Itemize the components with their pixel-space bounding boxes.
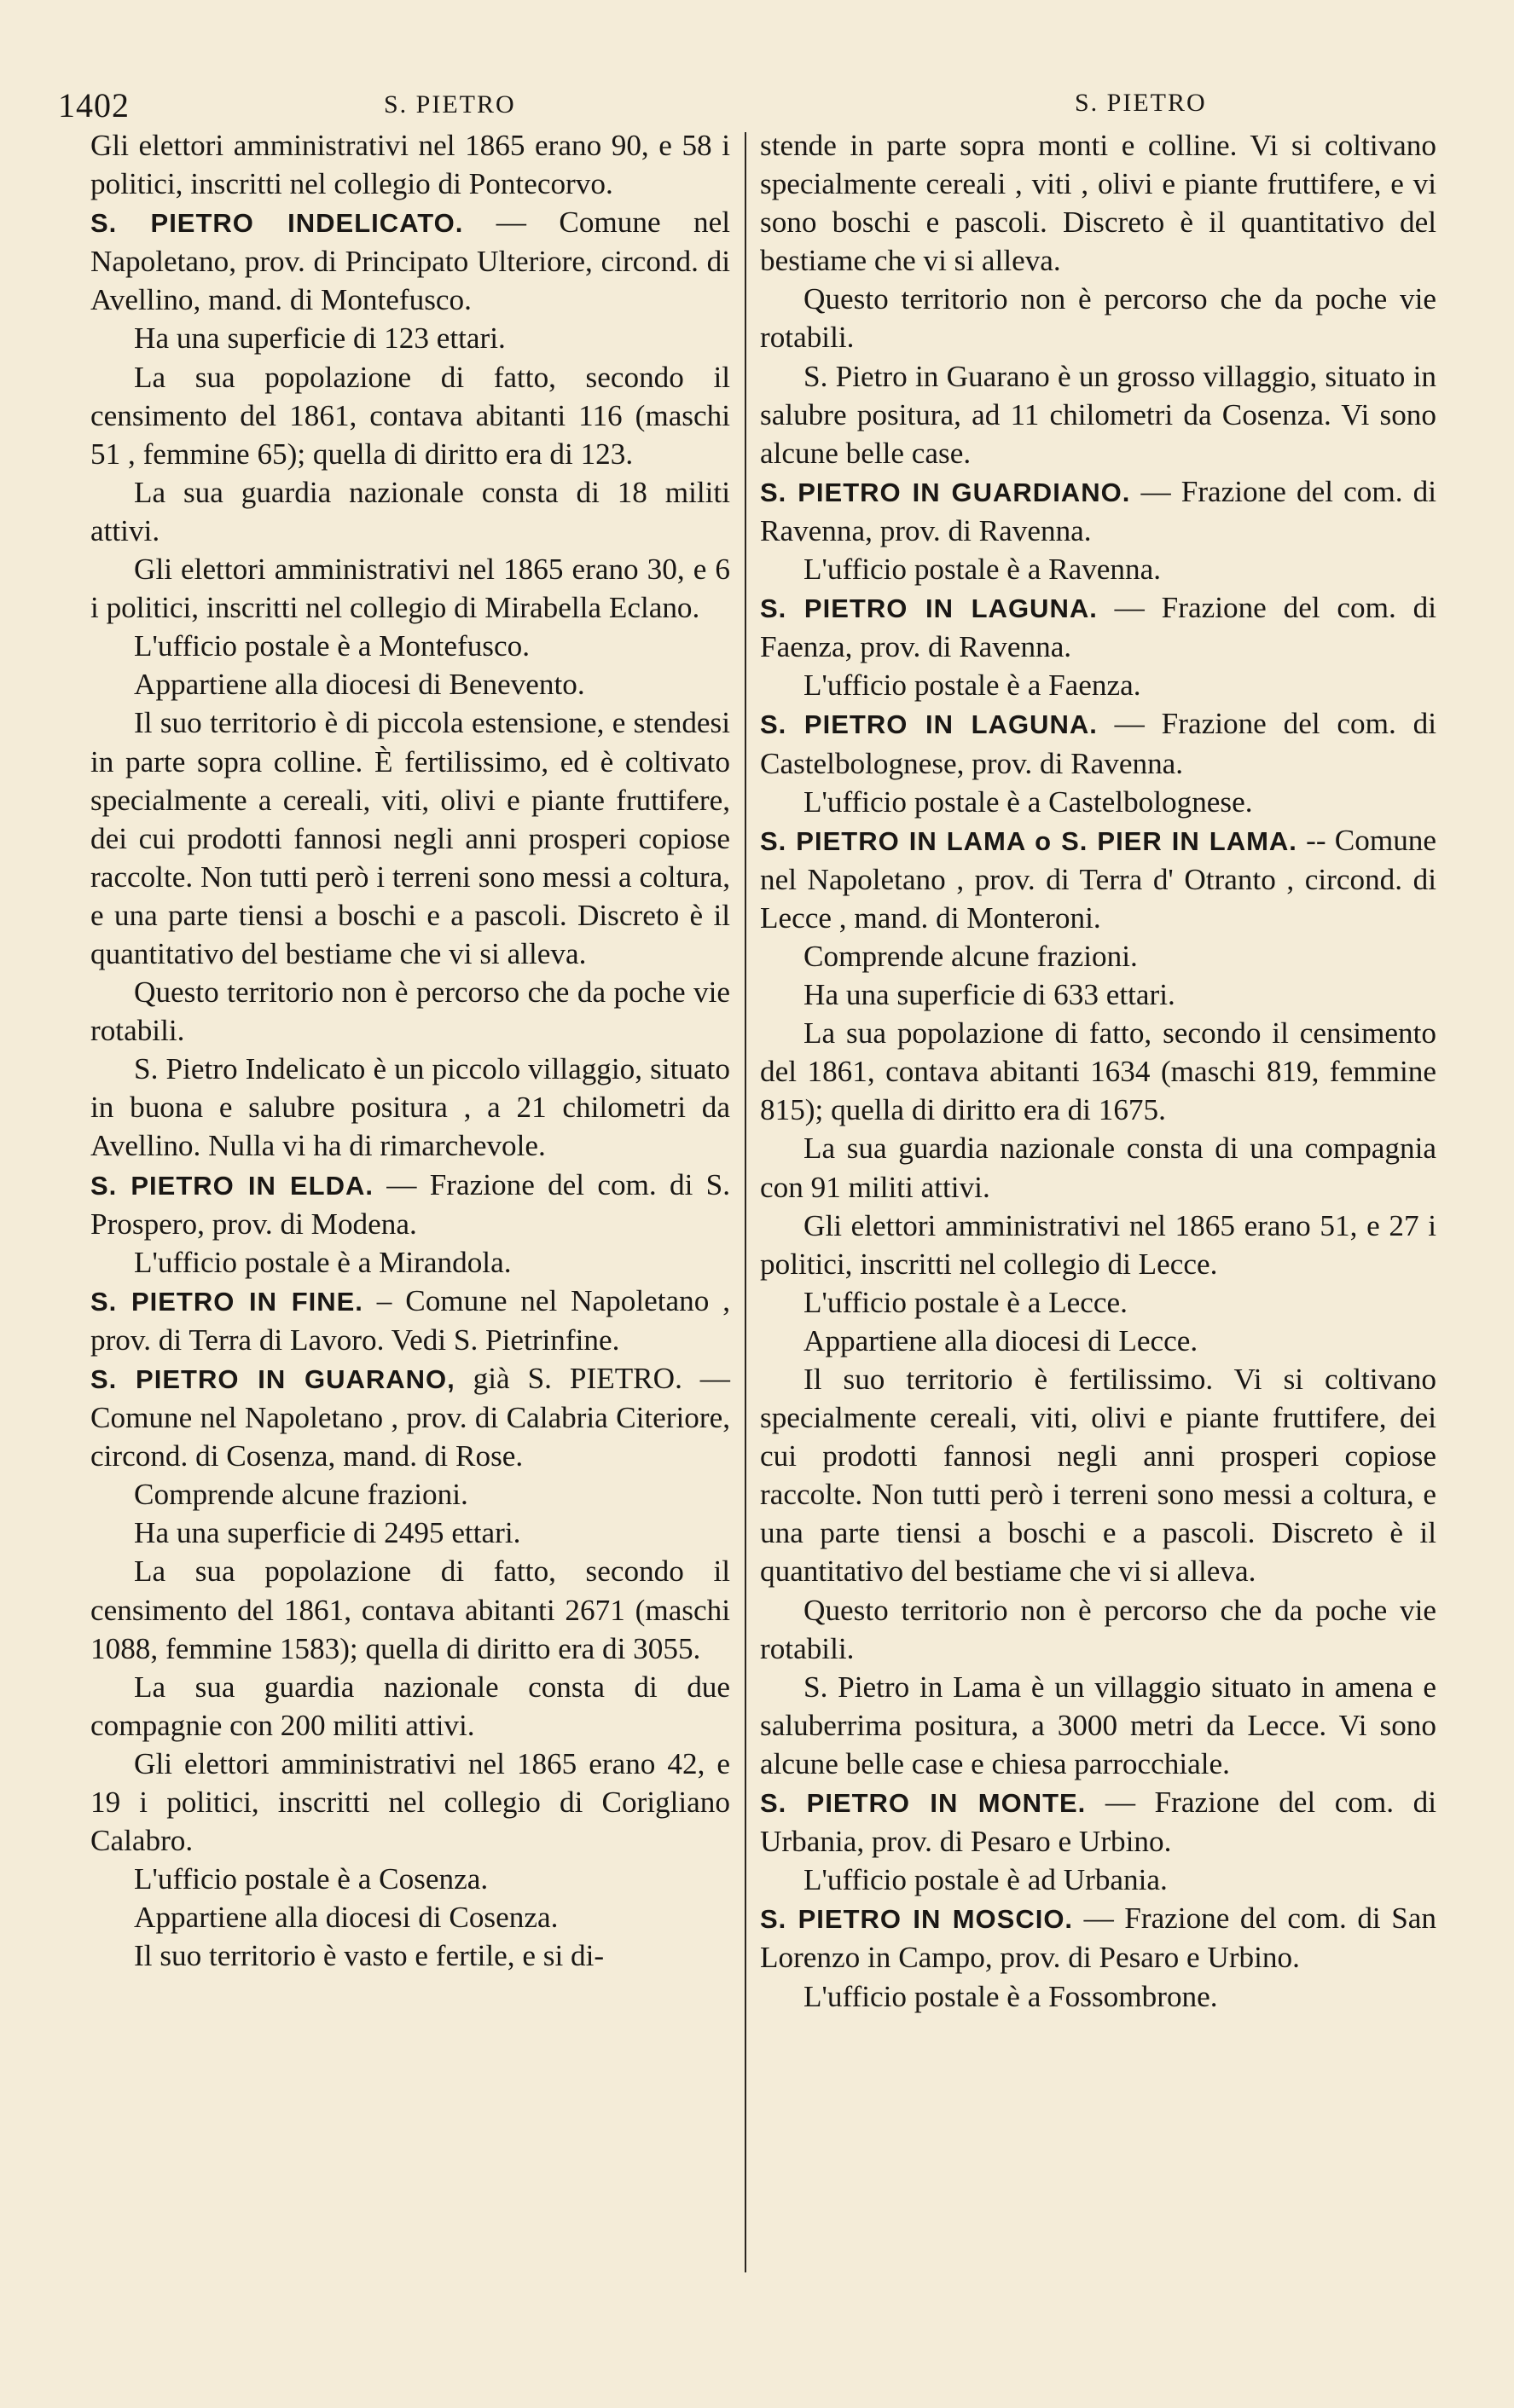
paragraph: Il suo territorio è vasto e fertile, e si di- (134, 1939, 605, 1973)
page-header (0, 85, 1514, 128)
gazetteer-entry (90, 1359, 730, 1475)
paragraph: Appartiene alla diocesi di Lecce. (803, 1323, 1198, 1357)
entry-text: – Comune nel Napoletano , prov. di Terra di Lavoro. Vedi S. Pietrinfine. (90, 1283, 730, 1357)
entry-heading: S. PIETRO INDELICATO. (90, 208, 464, 239)
paragraph: L'ufficio postale è a Montefusco. (134, 629, 530, 663)
entry-heading: S. PIETRO IN MOSCIO. (760, 1904, 1074, 1935)
paragraph: La sua guardia nazionale consta di una compagnia con 91 militi attivi. (760, 1132, 1436, 1204)
entry-text: — Frazione del com. di Castelbolognese, prov. di Ravenna. (760, 707, 1437, 780)
entry-text: — Frazione del com. di Urbania, prov. di Pesaro e Urbino. (760, 1786, 1436, 1859)
entry-heading: S. PIETRO IN FINE. (90, 1286, 363, 1317)
entry-heading: S. PIETRO IN ELDA. (90, 1170, 374, 1201)
paragraph: L'ufficio postale è a Fossombrone. (803, 1979, 1218, 2013)
entry-heading: S. PIETRO IN GUARANO, (90, 1364, 455, 1394)
paragraph: Questo territorio non è percorso che da poche vie rotabili. (90, 975, 730, 1048)
left-column (90, 126, 730, 2275)
gazetteer-entry (760, 704, 1436, 782)
entry-heading: S. PIETRO IN LAGUNA. (760, 709, 1098, 740)
entry-text: — Frazione del com. di San Lorenzo in Campo, prov. di Pesaro e Urbino. (760, 1902, 1436, 1975)
paragraph: L'ufficio postale è a Lecce. (803, 1285, 1128, 1319)
gazetteer-entry (760, 1783, 1436, 1861)
gazetteer-entry (90, 203, 730, 319)
gazetteer-entry (760, 588, 1436, 666)
paragraph: Il suo territorio è di piccola estensione, e stendesi in parte sopra colline. È fertilissimo, ed è coltivato specialmente a cereali, viti, olivi e piante fruttifere, dei cui prodotti fannosi negli anni prosperi copiose raccolte. Non tutti però i terreni sono messi a coltura, e una parte tiensi a boschi e a pascoli. Discreto è il quantitativo del bestiame che vi si alleva. (90, 706, 730, 970)
paragraph: Ha una superficie di 2495 ettari. (134, 1516, 521, 1550)
continued-paragraph: stende in parte sopra monti e colline. Vi si coltivano specialmente cereali , viti , olivi e piante fruttifere, e vi sono boschi e pascoli. Discreto è il quantitativo del bestiame che vi si alleva. (760, 129, 1436, 278)
entry-text: — Frazione del com. di Ravenna, prov. di Ravenna. (760, 474, 1436, 547)
entry-text: già S. PIETRO. — Comune nel Napoletano , prov. di Calabria Citeriore, circond. di Cosenza, mand. di Rose. (90, 1362, 730, 1473)
paragraph: Questo territorio non è percorso che da poche vie rotabili. (760, 282, 1436, 355)
paragraph: La sua guardia nazionale consta di due compagnie con 200 militi attivi. (90, 1670, 730, 1742)
paragraph: Gli elettori amministrativi nel 1865 erano 30, e 6 i politici, inscritti nel collegio di Mirabella Eclano. (90, 553, 730, 625)
paragraph: La sua popolazione di fatto, secondo il censimento del 1861, contava abitanti 1634 (maschi 819, femmine 815); quella di diritto era di 1675. (760, 1016, 1436, 1127)
paragraph: L'ufficio postale è a Cosenza. (134, 1862, 489, 1896)
paragraph: S. Pietro in Guarano è un grosso villaggio, situato in salubre positura, ad 11 chilometri da Cosenza. Vi sono alcune belle case. (760, 359, 1436, 470)
right-column (760, 126, 1436, 2275)
paragraph: Gli elettori amministrativi nel 1865 erano 51, e 27 i politici, inscritti nel collegio di Lecce. (760, 1208, 1436, 1281)
paragraph: La sua popolazione di fatto, secondo il censimento del 1861, contava abitanti 116 (maschi 51 , femmine 65); quella di diritto era di 123. (90, 360, 730, 471)
column-divider (745, 132, 746, 2272)
paragraph: Comprende alcune frazioni. (134, 1478, 468, 1512)
gazetteer-entry (90, 1166, 730, 1243)
paragraph: L'ufficio postale è a Ravenna. (803, 553, 1162, 587)
gazetteer-entry (760, 1899, 1436, 1977)
paragraph: Comprende alcune frazioni. (803, 939, 1138, 973)
entry-text: — Frazione del com. di S. Prospero, prov. di Modena. (90, 1167, 730, 1241)
entry-heading: S. PIETRO IN LAGUNA. (760, 593, 1098, 624)
continued-paragraph: Gli elettori amministrativi nel 1865 erano 90, e 58 i politici, inscritti nel collegio di Pontecorvo. (90, 129, 730, 201)
paragraph: L'ufficio postale è a Castelbolognese. (803, 784, 1253, 819)
running-title-right: S. PIETRO (1075, 89, 1207, 117)
paragraph: Ha una superficie di 123 ettari. (134, 321, 506, 356)
paragraph: L'ufficio postale è a Faenza. (803, 669, 1141, 703)
paragraph: Gli elettori amministrativi nel 1865 erano 42, e 19 i politici, inscritti nel collegio di Corigliano Calabro. (90, 1746, 730, 1858)
entry-text: -- Comune nel Napoletano , prov. di Terra d' Otranto , circond. di Lecce , mand. di Monteroni. (760, 823, 1436, 935)
paragraph: L'ufficio postale è ad Urbania. (803, 1863, 1168, 1897)
paragraph: La sua guardia nazionale consta di 18 militi attivi. (90, 475, 730, 547)
entry-heading: S. PIETRO IN GUARDIANO. (760, 477, 1131, 507)
entry-text: — Comune nel Napoletano, prov. di Principato Ulteriore, circond. di Avellino, mand. di Montefusco. (90, 205, 730, 317)
gazetteer-entry (760, 472, 1436, 550)
entry-heading: S. PIETRO IN LAMA o S. PIER IN LAMA. (760, 825, 1297, 856)
paragraph: L'ufficio postale è a Mirandola. (134, 1245, 512, 1279)
paragraph: Il suo territorio è fertilissimo. Vi si coltivano specialmente cereali, viti, olivi e piante fruttifere, dei cui prodotti fannosi negli anni prosperi copiose raccolte. Non tutti però i terreni sono messi a coltura, e una parte tiensi a boschi e a pascoli. Discreto è il quantitativo del bestiame che vi si alleva. (760, 1363, 1436, 1589)
paragraph: Questo territorio non è percorso che da poche vie rotabili. (760, 1593, 1436, 1665)
paragraph: La sua popolazione di fatto, secondo il censimento del 1861, contava abitanti 2671 (maschi 1088, femmine 1583); quella di diritto era di 3055. (90, 1554, 730, 1665)
paragraph: Ha una superficie di 633 ettari. (803, 978, 1175, 1012)
paragraph: S. Pietro Indelicato è un piccolo villaggio, situato in buona e salubre positura , a 21 chilometri da Avellino. Nulla vi ha di rimarchevole. (90, 1052, 730, 1163)
gazetteer-entry (760, 821, 1436, 937)
gazetteer-entry (90, 1282, 730, 1359)
paragraph: S. Pietro in Lama è un villaggio situato in amena e saluberrima positura, a 3000 metri da Lecce. Vi sono alcune belle case e chiesa parrocchiale. (760, 1670, 1436, 1780)
running-title-left: S. PIETRO (384, 90, 516, 119)
entry-text: — Frazione del com. di Faenza, prov. di Ravenna. (760, 591, 1437, 664)
entry-heading: S. PIETRO IN MONTE. (760, 1788, 1087, 1819)
page-number: 1402 (58, 86, 130, 124)
paragraph: Appartiene alla diocesi di Cosenza. (134, 1901, 559, 1935)
paragraph: Appartiene alla diocesi di Benevento. (134, 668, 585, 702)
